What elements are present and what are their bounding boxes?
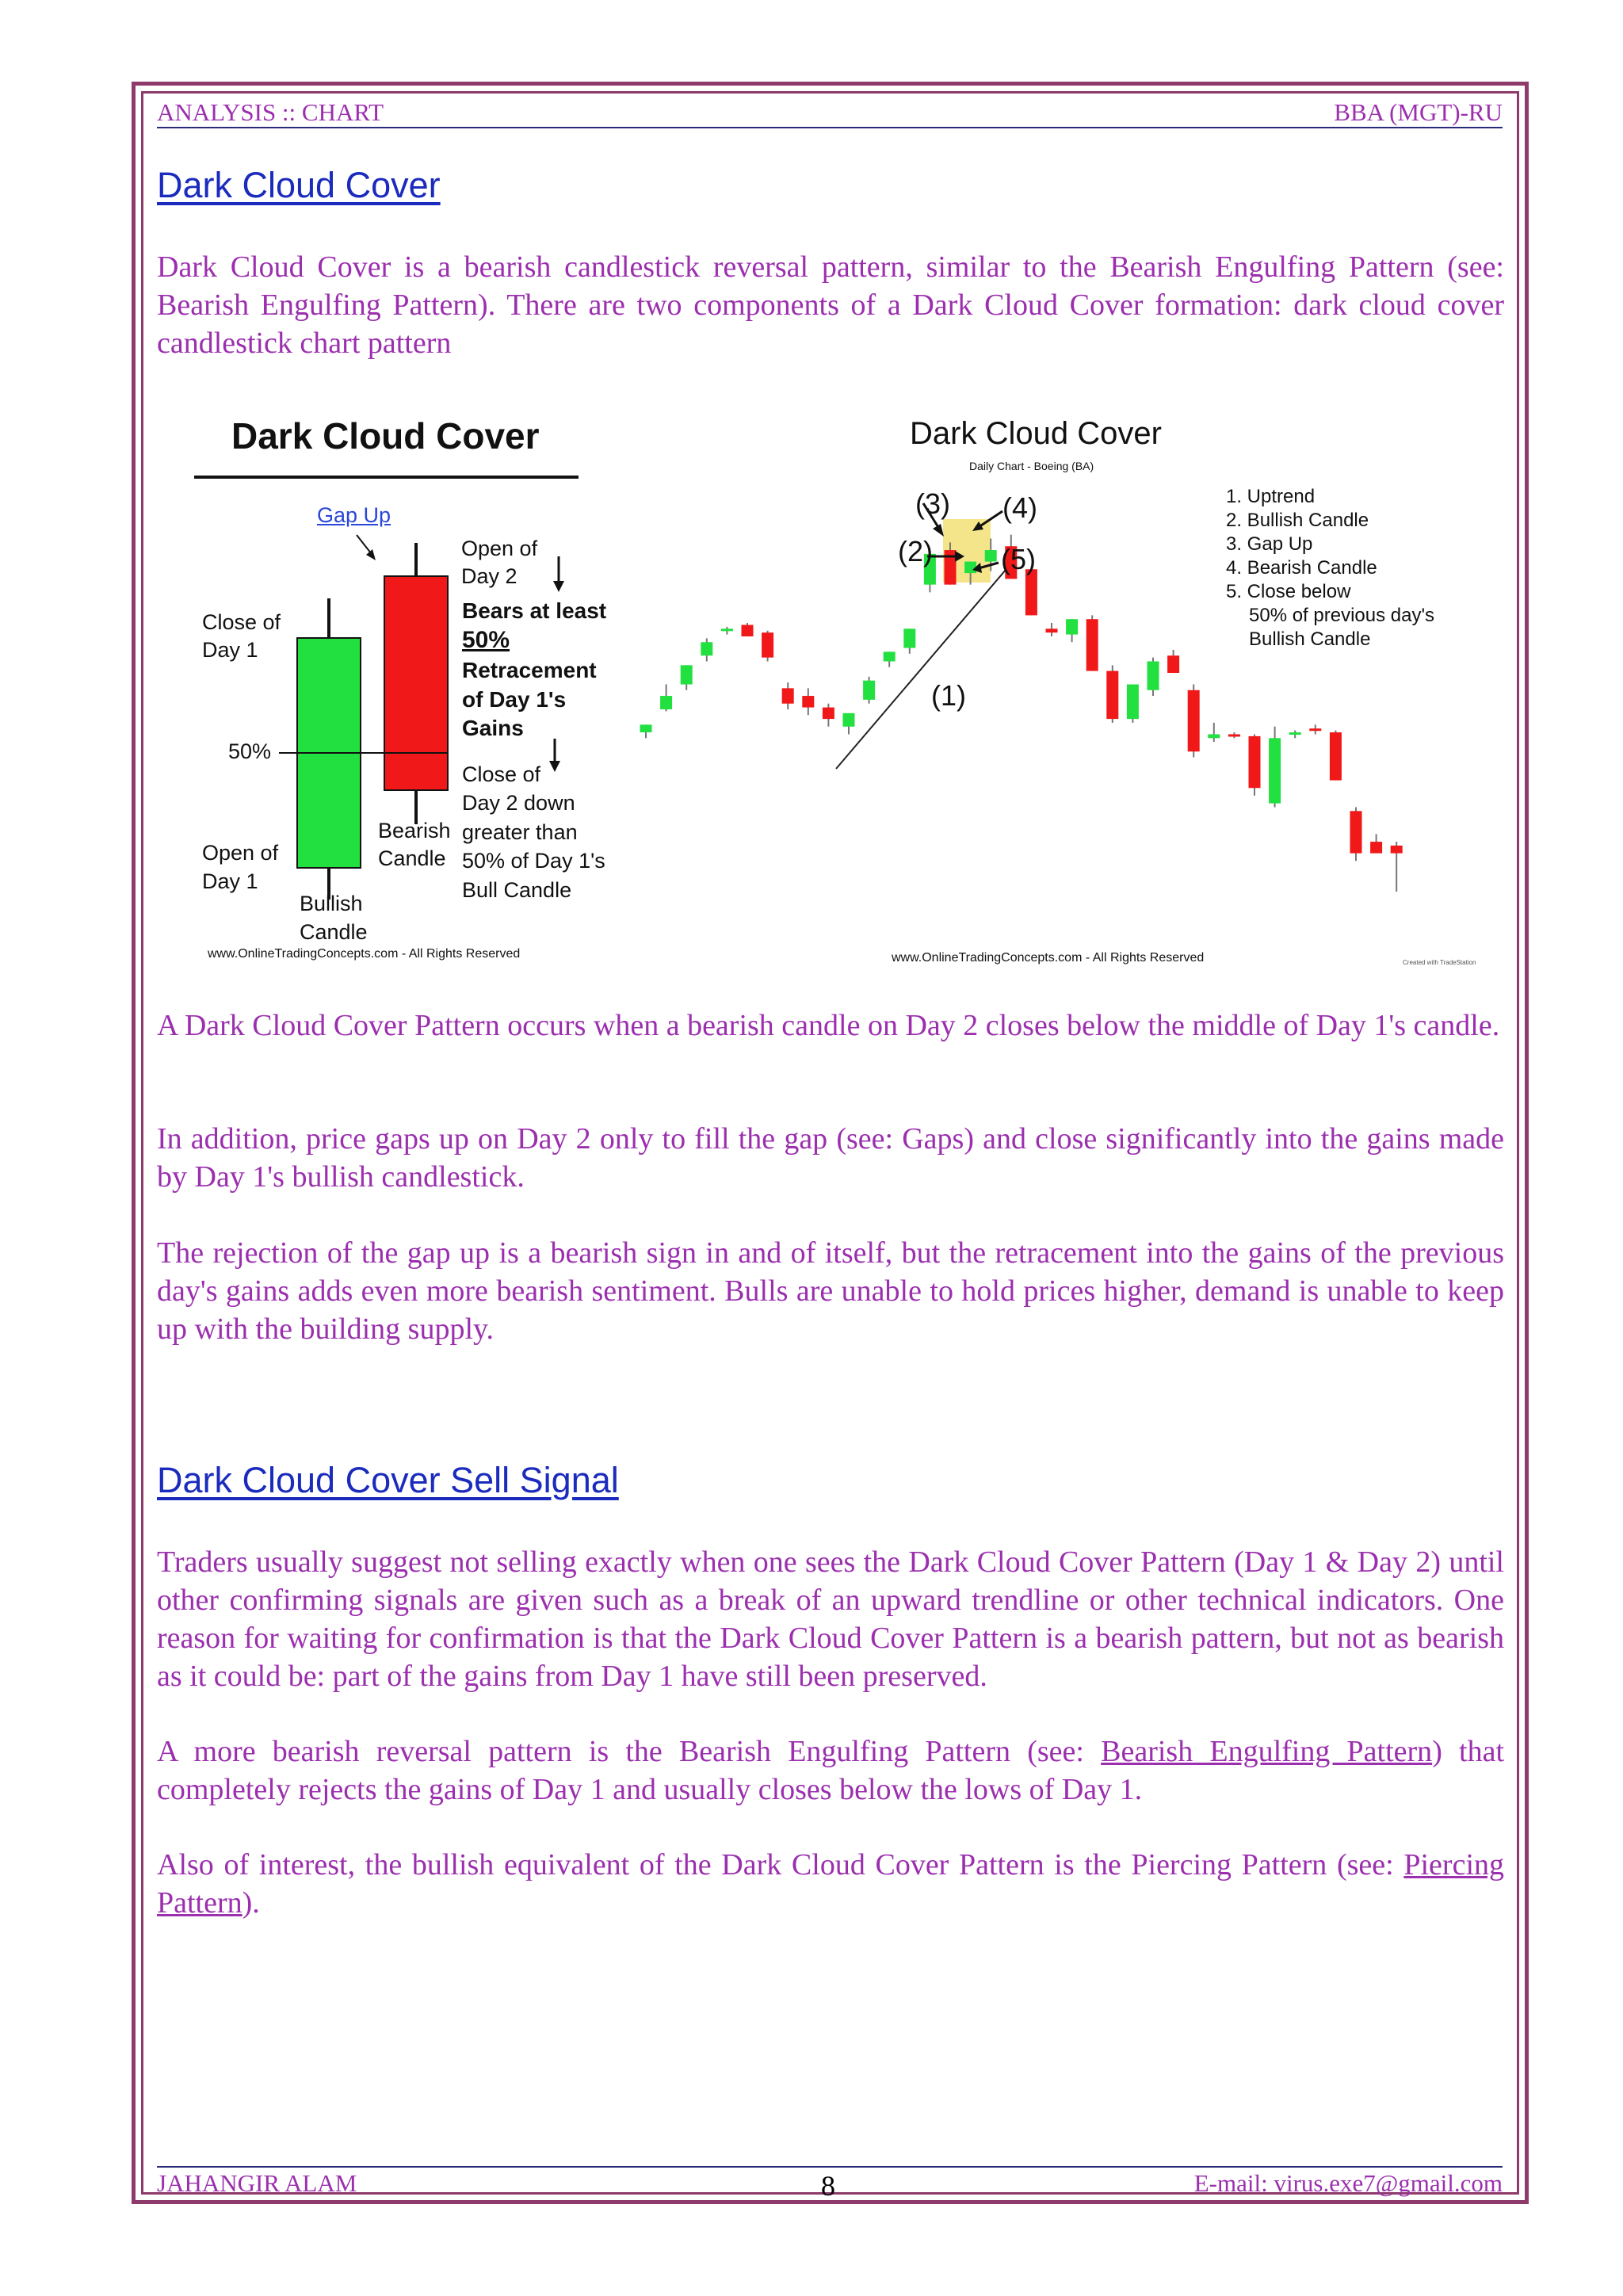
- bearish-candle: [1309, 728, 1321, 731]
- bearish-candle: [1046, 628, 1058, 632]
- piercing-pattern-link[interactable]: Piercing Pattern: [157, 1848, 1504, 1920]
- section-heading-sell-signal[interactable]: Dark Cloud Cover Sell Signal: [157, 1460, 619, 1500]
- header-left: ANALYSIS :: CHART: [157, 98, 384, 126]
- fifty-percent-label: 50%: [228, 739, 272, 763]
- bearish-candle: [802, 696, 814, 708]
- bearish-candle: [1167, 655, 1179, 673]
- bears-label-5: Gains: [462, 716, 524, 740]
- uptrend-line: [836, 564, 1010, 769]
- bearish-candle: [1086, 619, 1098, 670]
- figure-boeing-chart: [630, 400, 1494, 979]
- close-day2-label-2: Day 2 down: [462, 791, 575, 815]
- header-rule: [157, 127, 1503, 128]
- legend-item-2: 2. Bullish Candle: [1226, 510, 1369, 531]
- footer-author: JAHANGIR ALAM: [157, 2169, 357, 2197]
- bullish-candle: [1289, 732, 1301, 735]
- page-number: 8: [821, 2170, 835, 2202]
- boeing-chart-canvas: [630, 400, 1494, 979]
- close-day2-label-3: greater than: [462, 820, 578, 844]
- intro-paragraph: Dark Cloud Cover is a bearish candlestick reversal pattern, similar to the Bearish Engulfing Pattern (see: Bearish Engulfing Pattern). There are two components of a Dark Cloud Cover formation: dark cloud cover candlestick chart pattern: [157, 250, 1504, 360]
- footer-email: E-mail: virus.exe7@gmail.com: [1193, 2169, 1503, 2197]
- bullish-candle: [681, 665, 693, 684]
- open-day1-label-1: Open of: [202, 841, 279, 865]
- bullish-candle: [863, 681, 875, 700]
- legend-item-4: 4. Bearish Candle: [1226, 557, 1377, 579]
- paragraph-piercing: [157, 1846, 1504, 1922]
- bullish-candle: [964, 562, 976, 574]
- bearish-candle: [1249, 736, 1261, 788]
- open-day2-label-2: Day 2: [461, 564, 517, 588]
- bullish-candle-label-1: Bullish: [300, 892, 363, 915]
- engulfing-text-before: A more bearish reversal pattern is the Bearish Engulfing Pattern (see:: [157, 1735, 1102, 1768]
- paragraph-engulfing: [157, 1733, 1504, 1809]
- bullish-candle: [640, 724, 652, 732]
- diagram-credit: www.OnlineTradingConcepts.com - All Rights Reserved: [208, 947, 521, 961]
- bears-label-3: Retracement: [462, 658, 597, 682]
- legend-item-1: 1. Uptrend: [1226, 486, 1316, 507]
- paragraph-gaps: In addition, price gaps up on Day 2 only to fill the gap (see: Gaps) and close significantly into the gains made by Day 1's bullish candlestick.: [157, 1122, 1504, 1194]
- annotation-1: (1): [931, 679, 966, 712]
- open-day1-label-2: Day 1: [202, 869, 258, 893]
- bullish-candle: [1066, 619, 1078, 634]
- annotation-3: (3): [915, 487, 950, 520]
- bullish-candle: [884, 651, 896, 661]
- bullish-candle: [843, 713, 855, 727]
- bears-label-1: Bears at least: [462, 598, 607, 623]
- piercing-text-after: ).: [242, 1886, 260, 1920]
- bearish-candle: [1391, 846, 1403, 854]
- close-day2-label-4: 50% of Day 1's: [462, 849, 605, 873]
- section-heading-dark-cloud-cover[interactable]: Dark Cloud Cover: [157, 165, 441, 205]
- close-day1-label-1: Close of: [202, 610, 281, 634]
- open-day2-label-1: Open of: [461, 537, 538, 560]
- bullish-candle: [701, 642, 712, 655]
- figure-dark-cloud-cover-diagram: [190, 400, 634, 975]
- gap-up-label: Gap Up: [317, 503, 391, 527]
- bearish-candle: [1370, 842, 1382, 854]
- annotation-2: (2): [898, 535, 933, 567]
- legend-item-5: 5. Close below: [1226, 581, 1351, 602]
- bearish-candle-label-1: Bearish: [378, 819, 451, 842]
- legend-item-6: 50% of previous day's: [1249, 605, 1435, 626]
- bearish-candle: [1350, 811, 1362, 853]
- bullish-candle: [1127, 685, 1139, 720]
- close-day2-label-5: Bull Candle: [462, 878, 572, 902]
- bearish-candle: [1106, 671, 1118, 720]
- bullish-candle-label-2: Candle: [300, 920, 368, 944]
- annotation-4: (4): [1002, 491, 1037, 524]
- bearish-candle: [1188, 690, 1200, 751]
- bearish-candle: [1330, 732, 1342, 781]
- bearish-candle: [1228, 734, 1240, 736]
- chart-credit: www.OnlineTradingConcepts.com - All Rights Reserved: [892, 951, 1205, 965]
- bullish-candle: [1148, 661, 1159, 690]
- header-right: BBA (MGT)-RU: [1334, 98, 1503, 126]
- piercing-text-before: Also of interest, the bullish equivalent of the Dark Cloud Cover Pattern is the Piercing Pattern (see:: [157, 1848, 1404, 1881]
- engulfing-text-after: ) that completely rejects the gains of Day 1 and usually closes below the lows of Day 1.: [157, 1735, 1505, 1806]
- bears-label-4: of Day 1's: [462, 687, 567, 712]
- diagram-title: Dark Cloud Cover: [231, 415, 540, 457]
- footer-rule: [157, 2166, 1503, 2168]
- chart-title: Dark Cloud Cover: [910, 416, 1162, 451]
- bearish-candle-label-2: Candle: [378, 846, 446, 870]
- bearish-candle: [823, 708, 834, 720]
- bullish-candle: [985, 550, 997, 562]
- legend-item-3: 3. Gap Up: [1226, 533, 1313, 555]
- bullish-candle: [903, 628, 915, 648]
- legend-item-7: Bullish Candle: [1249, 628, 1371, 650]
- chart-subtitle: Daily Chart - Boeing (BA): [969, 460, 1094, 472]
- bearish-engulfing-link[interactable]: Bearish Engulfing Pattern: [1101, 1735, 1433, 1768]
- bullish-candle: [721, 628, 733, 631]
- bullish-candle: [1269, 738, 1281, 803]
- paragraph-rejection: The rejection of the gap up is a bearish sign in and of itself, but the retracement into the gains of the previous day's gains adds even more bearish sentiment. Bulls are unable to hold prices higher, demand is unable to keep up with the building supply.: [157, 1236, 1504, 1346]
- bullish-candle: [1208, 734, 1220, 738]
- bearish-candle: [742, 625, 754, 636]
- annotation-5: (5): [1001, 543, 1036, 575]
- chart-tiny-credit: Created with TradeStation: [1403, 959, 1476, 966]
- bearish-candle: [782, 688, 794, 703]
- close-day1-label-2: Day 1: [202, 638, 258, 662]
- bearish-candle: [762, 632, 773, 657]
- bullish-candle: [660, 696, 672, 709]
- bears-label-2: 50%: [462, 627, 510, 653]
- paragraph-occurs: A Dark Cloud Cover Pattern occurs when a bearish candle on Day 2 closes below the middle of Day 1's candle.: [157, 1009, 1500, 1042]
- close-day2-label-1: Close of: [462, 762, 541, 786]
- paragraph-traders: Traders usually suggest not selling exactly when one sees the Dark Cloud Cover Pattern (Day 1 & Day 2) until other confirming signals are given such as a break of an upward trendline or other technical indicators. One reason for waiting for confirmation is that the Dark Cloud Cover Pattern is a bearish pattern, but not as bearish as it could be: part of the gains from Day 1 have still been preserved.: [157, 1545, 1504, 1693]
